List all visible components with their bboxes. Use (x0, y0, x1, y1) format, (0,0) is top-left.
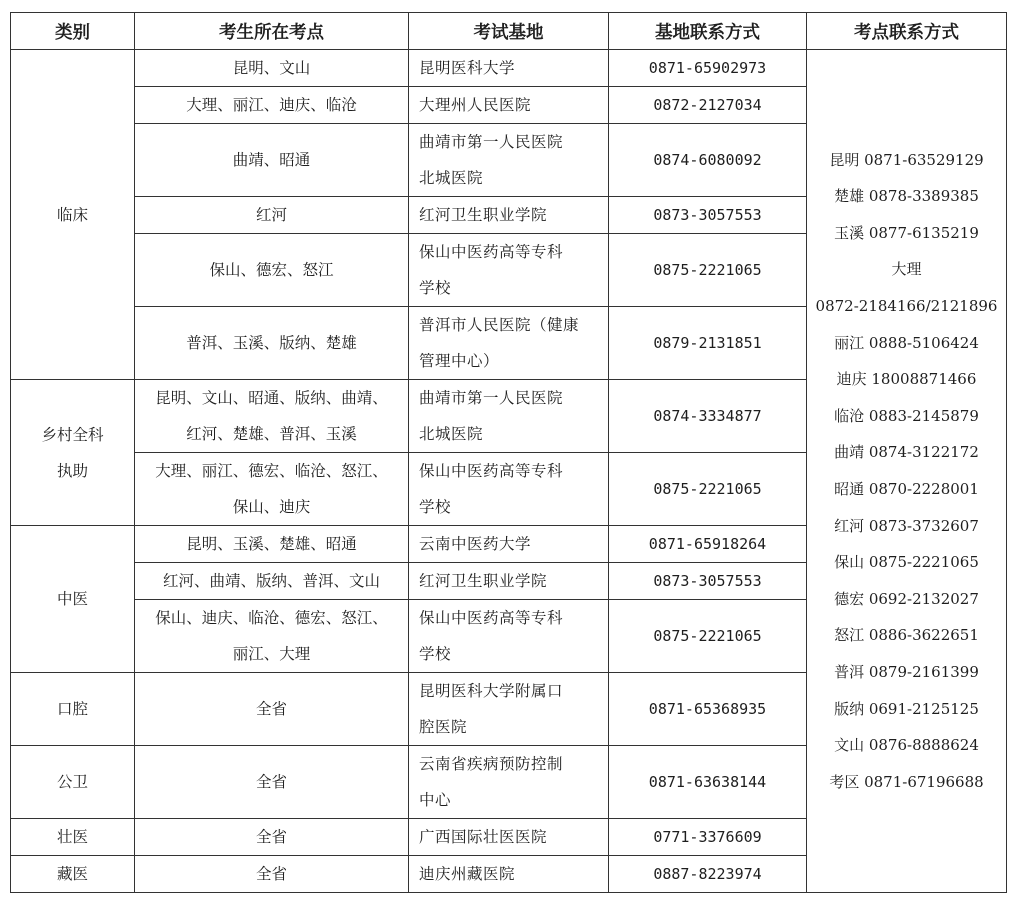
exam-base-cell (409, 234, 609, 307)
site-contact-item: 楚雄 0878-3389385 (834, 187, 979, 206)
site-contact-item: 曲靖 0874-3122172 (834, 443, 979, 462)
base-phone: 0874-6080092 (609, 124, 807, 197)
site-contact-item: 德宏 0692-2132027 (834, 589, 979, 608)
base-phone: 0887-8223974 (609, 856, 807, 893)
category-cell (11, 380, 135, 526)
exam-base-cell (409, 746, 609, 819)
exam-site-text: 红河、楚雄、普洱、玉溪 (186, 425, 357, 443)
exam-site-text: 大理、丽江、迪庆、临沧 (186, 96, 357, 114)
exam-base-text: 云南省疾病预防控制 (419, 755, 564, 773)
exam-site-cell (135, 124, 409, 197)
exam-site-cell (135, 453, 409, 526)
exam-base-text: 管理中心） (419, 352, 500, 370)
category-cell (11, 50, 135, 380)
exam-site-text: 昆明、文山 (232, 59, 311, 77)
exam-base-text: 中心 (419, 791, 452, 809)
category-label: 壮医 (56, 828, 88, 846)
category-cell (11, 819, 135, 856)
exam-site-text: 昆明、玉溪、楚雄、昭通 (186, 535, 357, 553)
category-cell (11, 856, 135, 893)
category-label: 公卫 (56, 773, 88, 791)
category-label: 中医 (56, 590, 88, 608)
exam-base-text: 北城医院 (419, 169, 484, 187)
exam-site-cell (135, 746, 409, 819)
base-phone: 0871-65902973 (609, 50, 807, 87)
site-contact-item: 昆明 0871-63529129 (829, 150, 984, 169)
exam-base-text: 腔医院 (419, 718, 468, 736)
base-phone: 0871-65918264 (609, 526, 807, 563)
exam-site-cell (135, 526, 409, 563)
exam-base-text: 云南中医药大学 (419, 535, 532, 553)
site-contact-item: 玉溪 0877-6135219 (834, 223, 979, 242)
site-contact-item: 普洱 0879-2161399 (834, 662, 979, 681)
exam-base-text: 红河卫生职业学院 (419, 206, 548, 224)
site-contact-item: 大理 (891, 260, 922, 279)
exam-base-text: 普洱市人民医院（健康 (419, 316, 580, 334)
exam-base-text: 昆明医科大学附属口 (419, 682, 564, 700)
exam-base-text: 学校 (419, 498, 452, 516)
exam-base-cell (409, 87, 609, 124)
exam-site-text: 红河、曲靖、版纳、普洱、文山 (162, 572, 380, 590)
base-phone: 0874-3334877 (609, 380, 807, 453)
exam-site-cell (135, 87, 409, 124)
base-phone: 0875-2221065 (609, 600, 807, 673)
exam-base-text: 保山中医药高等专科 (419, 462, 564, 480)
header-category: 类别 (11, 13, 135, 50)
site-contact-item: 版纳 0691-2125125 (834, 699, 979, 718)
exam-base-text: 学校 (419, 645, 452, 663)
table-header-row (11, 13, 1007, 50)
exam-site-cell (135, 307, 409, 380)
site-contact-item: 迪庆 18008871466 (836, 370, 977, 389)
exam-site-text: 全省 (255, 700, 287, 718)
base-phone: 0875-2221065 (609, 234, 807, 307)
table-body (11, 50, 1007, 893)
exam-site-text: 昆明、文山、昭通、版纳、曲靖、 (155, 389, 388, 407)
exam-base-text: 保山中医药高等专科 (419, 609, 564, 627)
header-base-contact: 基地联系方式 (609, 13, 807, 50)
exam-site-cell (135, 819, 409, 856)
exam-site-cell (135, 197, 409, 234)
exam-base-cell (409, 453, 609, 526)
base-phone: 0873-3057553 (609, 197, 807, 234)
category-label: 藏医 (56, 865, 88, 883)
exam-site-text: 保山、迪庆、临沧、德宏、怒江、 (155, 609, 388, 627)
base-phone: 0871-63638144 (609, 746, 807, 819)
site-contact-list (807, 50, 1007, 893)
exam-site-cell (135, 673, 409, 746)
category-label: 执助 (56, 461, 88, 480)
header-site-contact: 考点联系方式 (807, 13, 1007, 50)
exam-base-text: 曲靖市第一人民医院 (419, 389, 564, 407)
exam-base-cell (409, 380, 609, 453)
exam-base-cell (409, 307, 609, 380)
header-exam-base: 考试基地 (409, 13, 609, 50)
exam-site-cell (135, 234, 409, 307)
exam-site-text: 全省 (255, 865, 287, 883)
exam-base-cell (409, 124, 609, 197)
exam-site-text: 全省 (255, 828, 287, 846)
exam-site-text: 保山、迪庆 (232, 498, 311, 516)
exam-contact-table (10, 12, 1007, 893)
exam-site-cell (135, 563, 409, 600)
site-contact-item: 怒江 0886-3622651 (834, 626, 979, 645)
page (10, 12, 1006, 893)
site-contact-item: 文山 0876-8888624 (834, 736, 979, 755)
category-label: 口腔 (56, 700, 88, 718)
exam-base-cell (409, 526, 609, 563)
exam-base-text: 保山中医药高等专科 (419, 243, 564, 261)
site-contact-item: 0872-2184166/2121896 (815, 297, 998, 316)
site-contact-item: 考区 0871-67196688 (829, 772, 984, 791)
exam-base-cell (409, 50, 609, 87)
exam-base-text: 学校 (419, 279, 452, 297)
site-contact-item: 临沧 0883-2145879 (834, 406, 979, 425)
exam-base-text: 广西国际壮医医院 (419, 828, 548, 846)
site-contact-item: 昭通 0870-2228001 (834, 480, 979, 498)
exam-site-text: 大理、丽江、德宏、临沧、怒江、 (155, 462, 388, 480)
category-cell (11, 673, 135, 746)
exam-base-text: 昆明医科大学 (419, 59, 516, 77)
exam-base-text: 红河卫生职业学院 (419, 572, 548, 590)
table-row (11, 50, 1007, 87)
exam-base-text: 曲靖市第一人民医院 (419, 133, 564, 151)
exam-site-text: 丽江、大理 (232, 645, 311, 663)
exam-base-cell (409, 563, 609, 600)
base-phone: 0875-2221065 (609, 453, 807, 526)
base-phone: 0873-3057553 (609, 563, 807, 600)
exam-site-cell (135, 380, 409, 453)
exam-site-text: 红河 (255, 206, 287, 224)
exam-base-cell (409, 819, 609, 856)
site-contact-item: 保山 0875-2221065 (834, 553, 979, 572)
base-phone: 0871-65368935 (609, 673, 807, 746)
exam-site-cell (135, 600, 409, 673)
base-phone: 0879-2131851 (609, 307, 807, 380)
header-exam-site: 考生所在考点 (135, 13, 409, 50)
exam-base-text: 迪庆州藏医院 (419, 865, 516, 883)
exam-site-text: 全省 (255, 773, 287, 791)
site-contact-item: 红河 0873-3732607 (834, 516, 979, 535)
exam-base-cell (409, 600, 609, 673)
category-cell (11, 526, 135, 673)
category-cell (11, 746, 135, 819)
category-label: 临床 (56, 205, 88, 224)
exam-site-cell (135, 856, 409, 893)
exam-site-text: 普洱、玉溪、版纳、楚雄 (186, 334, 357, 352)
exam-base-cell (409, 856, 609, 893)
exam-site-text: 保山、德宏、怒江 (209, 261, 334, 279)
base-phone: 0872-2127034 (609, 87, 807, 124)
site-contact-item: 丽江 0888-5106424 (834, 333, 979, 352)
category-label: 乡村全科 (41, 425, 104, 444)
exam-base-text: 北城医院 (419, 425, 484, 443)
exam-base-cell (409, 197, 609, 234)
exam-site-cell (135, 50, 409, 87)
exam-site-text: 曲靖、昭通 (232, 151, 311, 169)
base-phone: 0771-3376609 (609, 819, 807, 856)
exam-base-text: 大理州人民医院 (419, 96, 532, 114)
exam-base-cell (409, 673, 609, 746)
